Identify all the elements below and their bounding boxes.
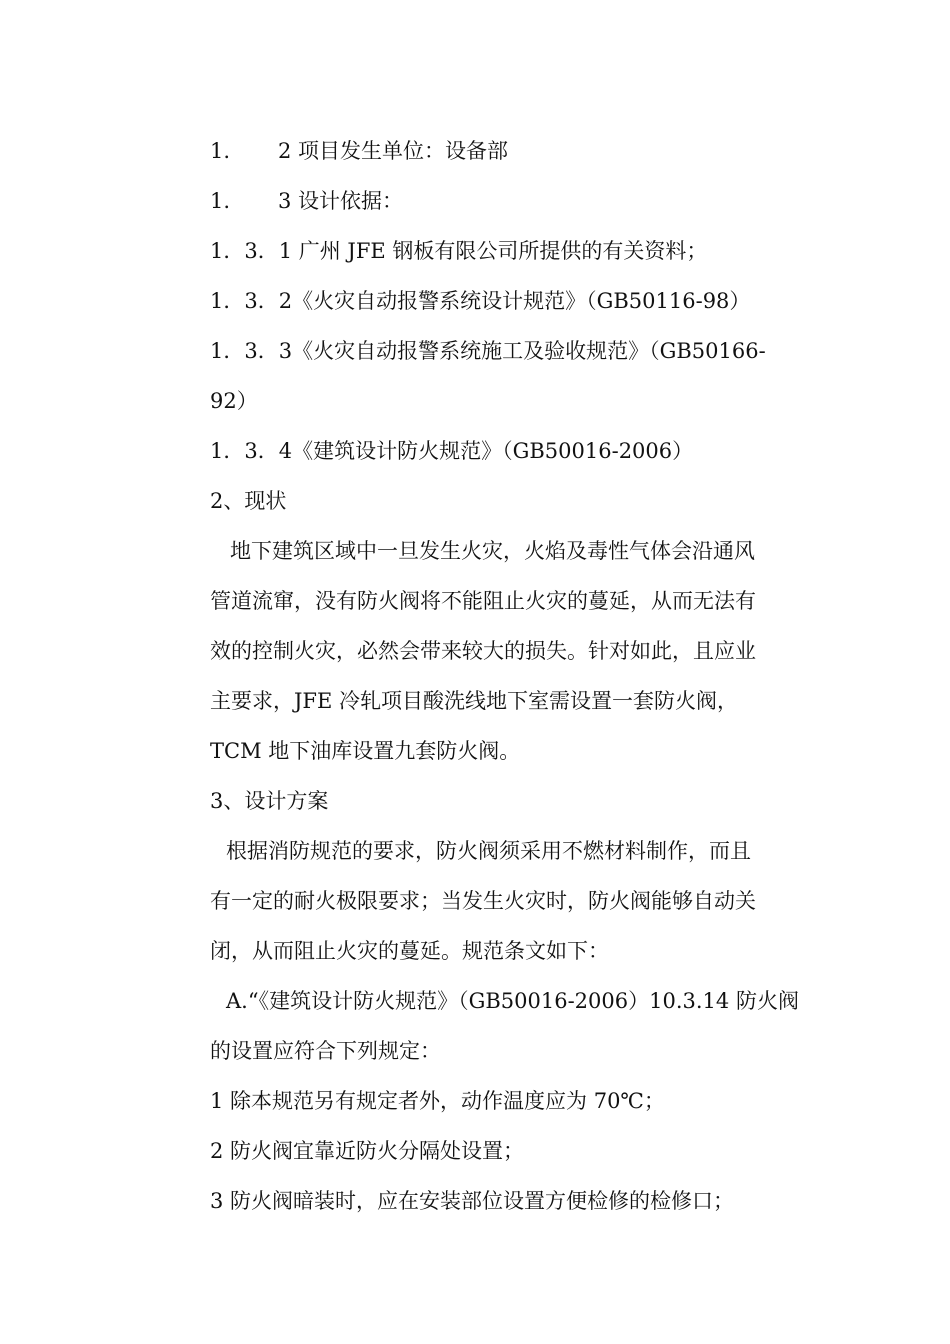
paragraph-line: 地下建筑区域中一旦发生火灾，火焰及毒性气体会沿通风: [230, 539, 755, 563]
reference-1-3-3: 1．3．3《火灾自动报警系统施工及验收规范》（GB50166-: [210, 339, 766, 363]
paragraph-line: 效的控制火灾，必然会带来较大的损失。针对如此，且应业: [210, 639, 756, 663]
section-1-3: [210, 176, 810, 226]
heading-design-plan: 3、设计方案: [210, 789, 329, 813]
paragraph-line: 根据消防规范的要求，防火阀须采用不燃材料制作，而且: [226, 839, 751, 863]
clause-a-cont: 的设置应符合下列规定：: [210, 1039, 441, 1063]
reference-1-3-3-cont: 92）: [210, 389, 258, 413]
section-number: 1.: [210, 139, 231, 163]
clause-a: A.“《建筑设计防火规范》（GB50016-2006）10.3.14 防火阀: [226, 989, 799, 1013]
heading-current-status: 2、现状: [210, 489, 287, 513]
section-number: 1.: [210, 189, 231, 213]
paragraph-line: 闭，从而阻止火灾的蔓延。规范条文如下：: [210, 939, 609, 963]
reference-1-3-2: 1．3．2《火灾自动报警系统设计规范》（GB50116-98）: [210, 289, 751, 313]
rule-item-2: 2 防火阀宜靠近防火分隔处设置；: [210, 1139, 525, 1163]
paragraph-line: 管道流窜，没有防火阀将不能阻止火灾的蔓延，从而无法有: [210, 589, 756, 613]
rule-item-3: 3 防火阀暗装时，应在安装部位设置方便检修的检修口；: [210, 1189, 735, 1213]
document-body: [210, 126, 810, 1226]
section-1-2: [210, 126, 810, 176]
rule-item-1: 1 除本规范另有规定者外，动作温度应为 70℃；: [210, 1089, 665, 1113]
section-text: 2 项目发生单位：设备部: [278, 139, 509, 163]
section-text: 3 设计依据：: [278, 189, 404, 213]
paragraph-line: 主要求，JFE 冷轧项目酸洗线地下室需设置一套防火阀，: [210, 689, 738, 713]
paragraph-line: 有一定的耐火极限要求；当发生火灾时，防火阀能够自动关: [210, 889, 756, 913]
reference-1-3-1: 1．3．1 广州 JFE 钢板有限公司所提供的有关资料；: [210, 239, 708, 263]
paragraph-line: TCM 地下油库设置九套防火阀。: [210, 739, 521, 763]
reference-1-3-4: 1．3．4《建筑设计防火规范》（GB50016-2006）: [210, 439, 694, 463]
